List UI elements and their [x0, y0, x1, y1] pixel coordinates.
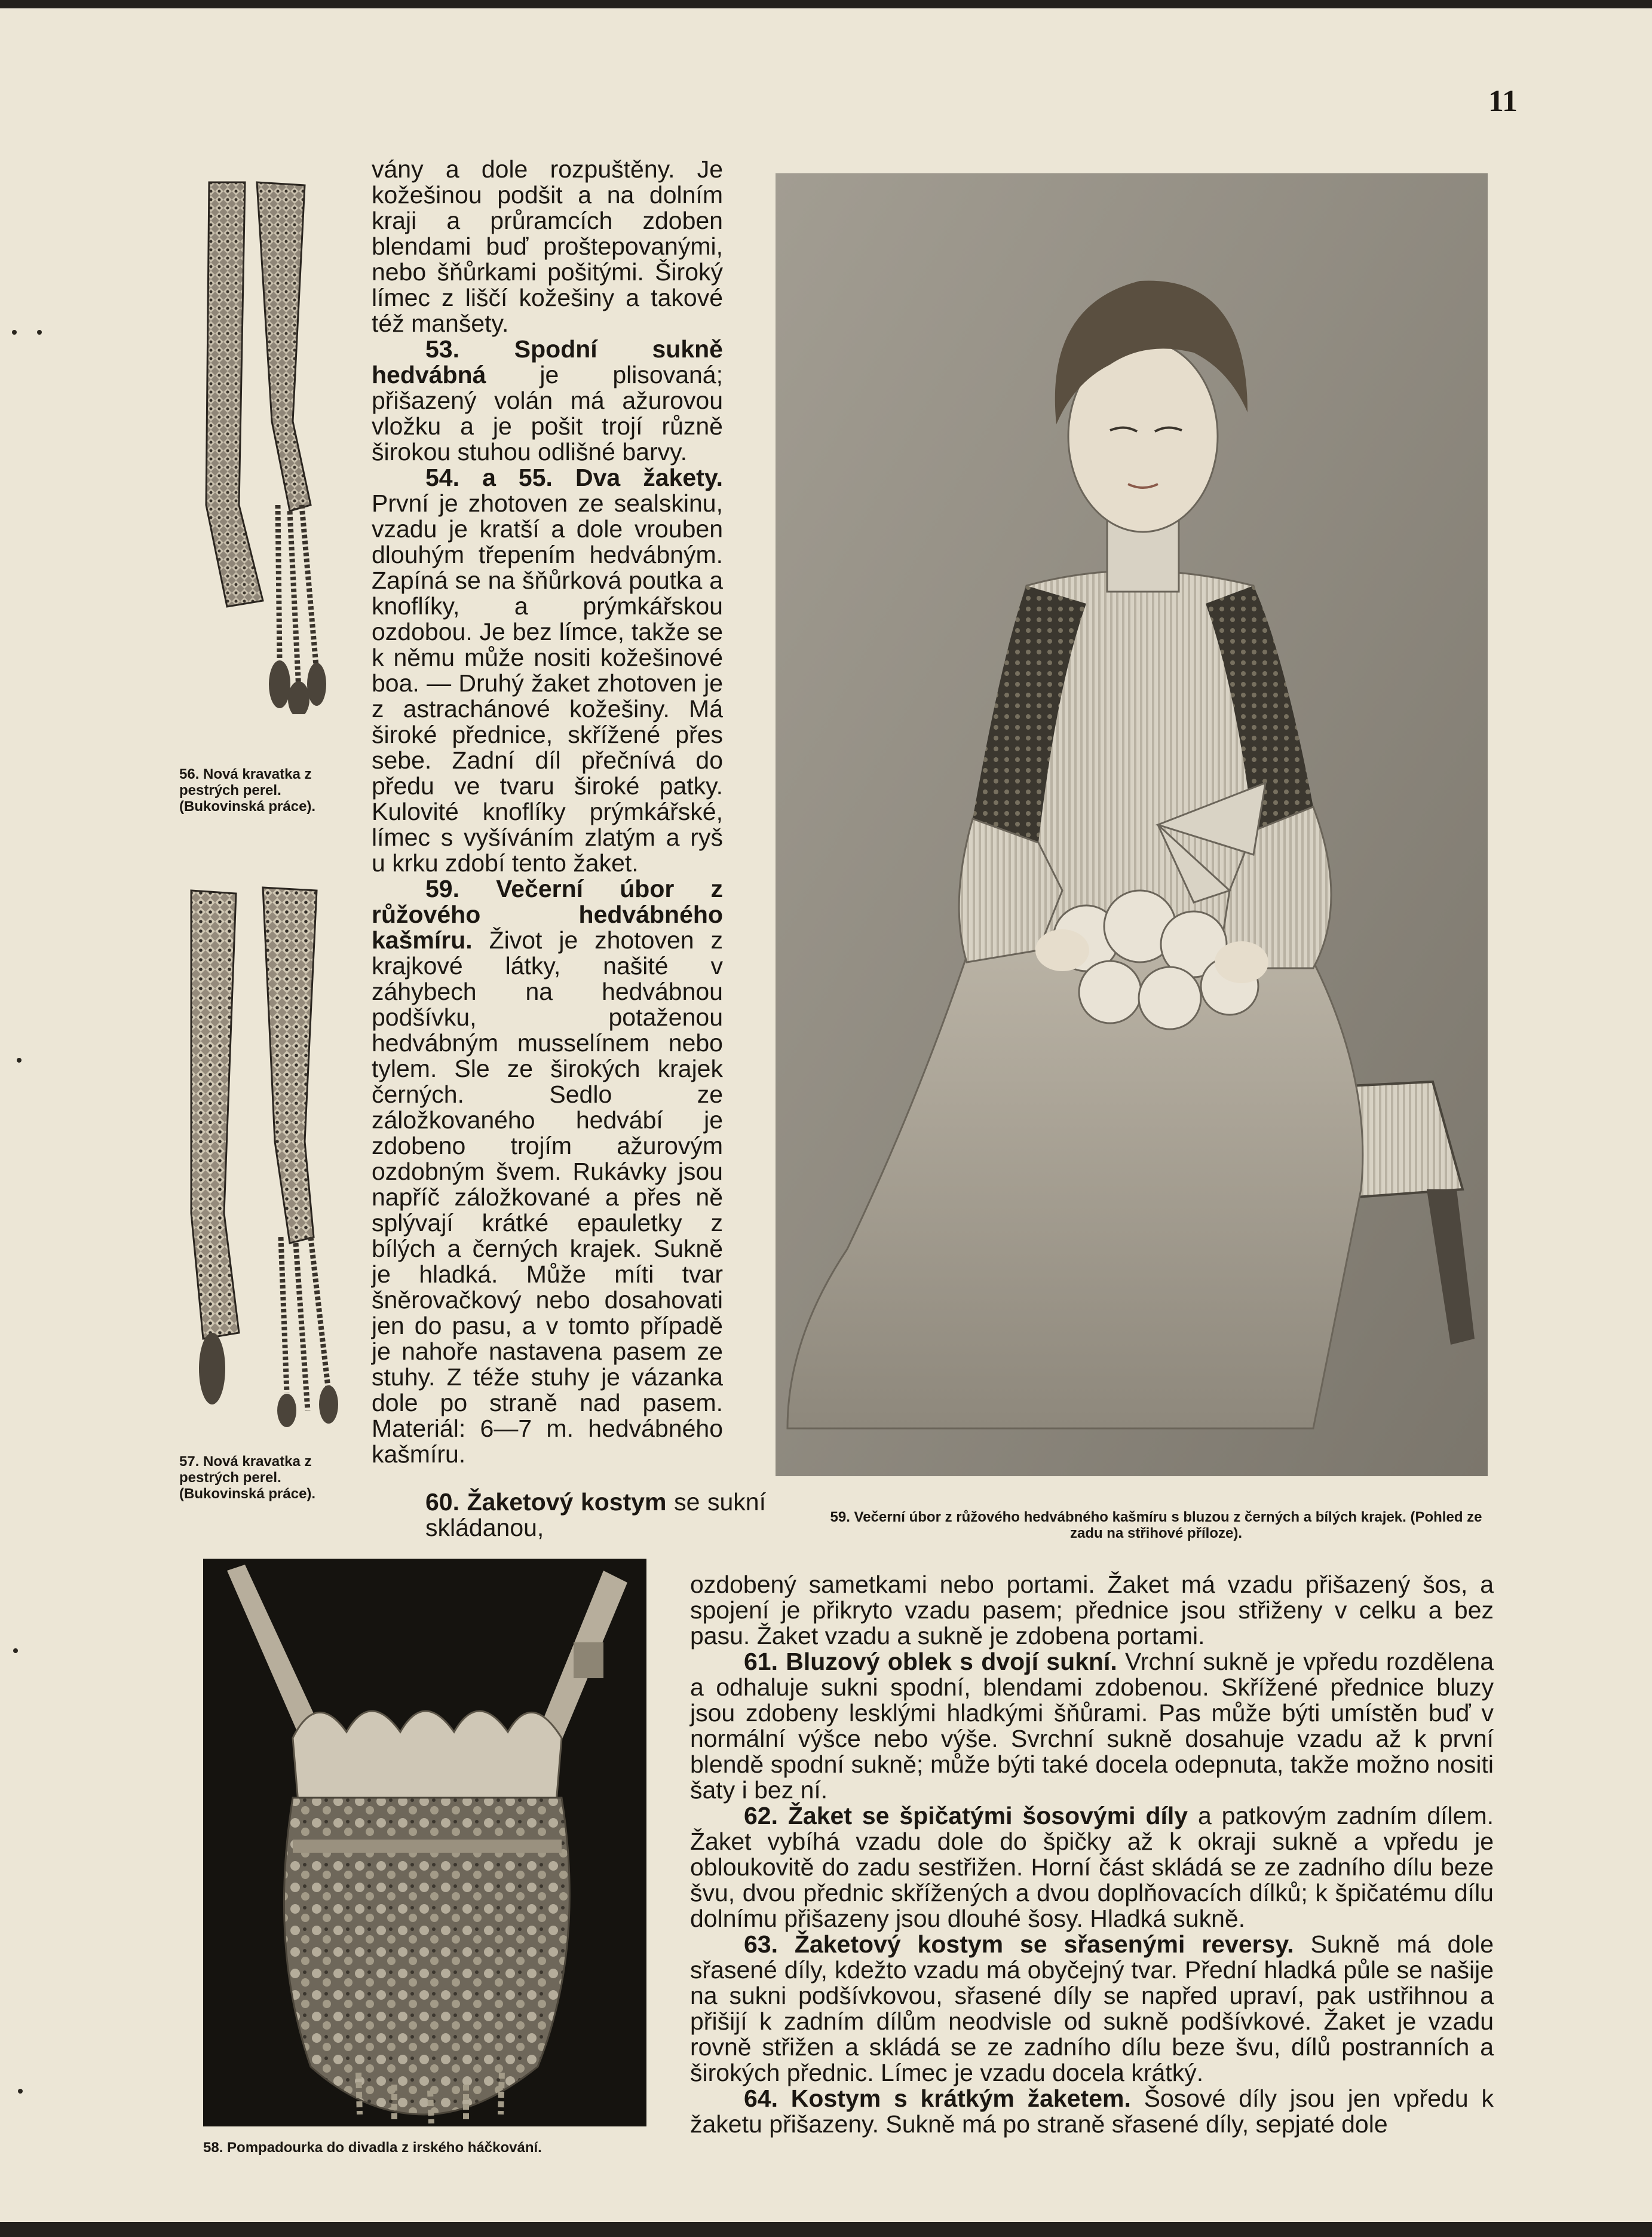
column-right-text	[690, 1572, 1494, 2137]
figure-57-caption: 57. Nová kravatka z pestrých perel. (Bukovinská práce).	[179, 1453, 316, 1502]
figure-58-caption: 58. Pompadourka do divadla z irského háčkování.	[203, 2140, 542, 2156]
margin-speck	[17, 1058, 22, 1063]
margin-speck	[18, 2089, 23, 2094]
figure-59-evening-dress	[776, 173, 1488, 1476]
paragraph-62: 62. Žaket se špičatými šosovými díly a patkovým zadním dílem. Žaket vybíhá vzadu dole do špičky až k okraji sukně a vpředu je obloukovitě do zadu sestřižen. Horní část skládá se ze zadního dílu beze švu, dvou přednic skřížených a dvou doplňovacích dílků; k špičatému dílu dolnímu přišazeny jsou dlouhé šosy. Hladká sukně.	[690, 1802, 1494, 1932]
figure-56-caption: 56. Nová kravatka z pestrých perel. (Bukovinská práce).	[179, 766, 316, 815]
figure-56-bead-necktie	[173, 170, 353, 714]
margin-speck	[13, 1648, 18, 1653]
paragraph-53: 53. Spodní sukně hedvábná je plisovaná; přišazený volán má ažurovou vložku a je pošit trojí různě širokou stuhou odlišné barvy.	[372, 335, 723, 466]
paragraph-continued: vány a dole rozpuštěny. Je kožešinou podšit a na dolním kraji a průramcích zdoben blendami buď proštepovanými, nebo šňůrkami pošitými. Široký límec z liščí kožešiny a takové též manšety.	[372, 155, 723, 337]
page-edge-top	[0, 0, 1652, 8]
paragraph-61: 61. Bluzový oblek s dvojí sukní. Vrchní sukně je vpředu rozdělena a odhaluje sukni spodní, blendami zdobenou. Skřížené přednice bluzy jsou zdobeny lesklými hladkými šňůrami. Pas může býti umístěn buď v normální výšce nebo výše. Svrchní sukně dosahuje vzadu až k první blendě spodní sukně; může býti také docela odepnuta, takže možno nositi šaty i bez ní.	[690, 1648, 1494, 1804]
figure-58-theatre-bag	[203, 1559, 646, 2126]
column-middle-text	[372, 157, 723, 1467]
paragraph-60-continued: ozdobený sametkami nebo portami. Žaket má vzadu přišazený šos, a spojení je přikryto vzadu pasem; přednice jsou střiženy v celku a bez pasu. Žaket vzadu a sukně je zdobena portami.	[690, 1571, 1494, 1650]
page-edge-bottom	[0, 2222, 1652, 2237]
paragraph-60-start: 60. Žaketový kostym se sukní skládanou,	[425, 1488, 766, 1541]
figure-59-caption: 59. Večerní úbor z růžového hedvábného kašmíru s bluzou z černých a bílých krajek. (Pohled ze zadu na střihové příloze).	[830, 1509, 1482, 1541]
margin-speck	[12, 330, 17, 335]
paragraph-59: 59. Večerní úbor z růžového hedvábného kašmíru. Život je zhotoven z krajkové látky, našité v záhybech na hedvábnou podšívku, potaženou hedvábným musselínem nebo tylem. Sle ze širokých krajek černých. Sedlo ze záložkovaného hedvábí je zdobeno trojím ažurovým ozdobným švem. Rukávky jsou napříč záložkované a přes ně splývají krátké epauletky z bílých a černých krajek. Sukně je hladká. Může míti tvar šněrovačkový nebo dosahovati jen do pasu, a v tomto případě je nahoře nastavena pasem ze stuhy. Z téže stuhy je vázanka dole po straně nad pasem. Materiál: 6—7 m. hedvábného kašmíru.	[372, 875, 723, 1468]
page-number: 11	[1488, 84, 1518, 118]
figure-57-bead-necktie	[167, 879, 358, 1428]
paragraph-54-55: 54. a 55. Dva žakety. První je zhotoven ze sealskinu, vzadu je kratší a dole vrouben dlouhým třepením hedvábným. Zapíná se na šňůrková poutka a knoflíky, a prýmkářskou ozdobou. Je bez límce, takže se k němu může nositi kožešinové boa. — Druhý žaket zhotoven je z astrachánové kožešiny. Má široké přednice, skřížené přes sebe. Zadní díl přečnívá do předu ve tvaru široké patky. Kulovité knoflíky prýmkářské, límec s vyšíváním zlatým a ryš u krku zdobí tento žaket.	[372, 464, 723, 877]
paragraph-64: 64. Kostym s krátkým žaketem. Šosové díly jsou jen vpředu k žaketu přišazeny. Sukně má po straně sřasené díly, sepjaté dole	[690, 2085, 1494, 2138]
paragraph-63: 63. Žaketový kostym se sřasenými reversy. Sukně má dole sřasené díly, kdežto vzadu má obyčejný tvar. Přední hladká půle se našije na sukni podšívkovou, sřasené díly se napřed upraví, pak ustřihnou a přišijí k zadním dílům neodvisle od sukně podšívkové. Žaket je vzadu rovně střižen a skládá se ze zadního dílu beze švu, dílů postranních a širokých přednic. Límec je vzadu docela krátký.	[690, 1930, 1494, 2086]
margin-speck	[37, 330, 42, 335]
